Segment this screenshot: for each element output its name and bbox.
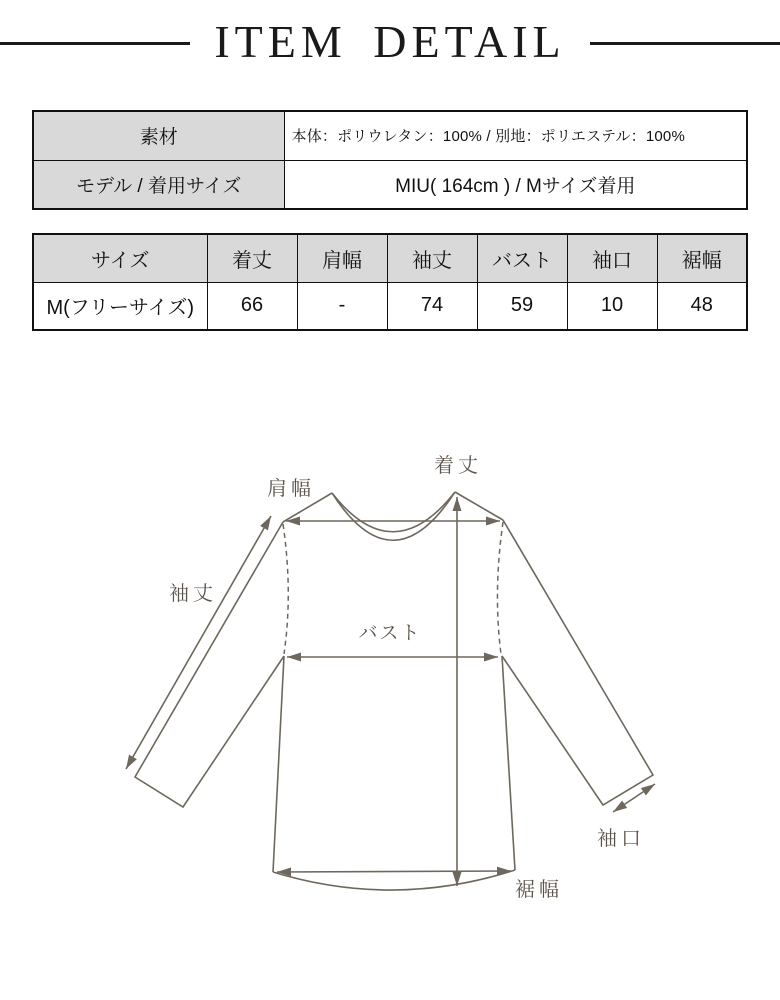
title-block (0, 0, 780, 90)
spec-row-model (33, 160, 747, 209)
size-header-size: サイズ (33, 234, 207, 282)
diagram-label-sleeve-length: 袖丈 (169, 583, 217, 605)
size-value-size: M(フリーサイズ) (33, 282, 207, 330)
garment-measurement-diagram (0, 430, 780, 1000)
cuff-arrow (613, 784, 655, 812)
neckline-inner-curve (332, 492, 455, 540)
size-table-value-row (33, 282, 747, 330)
size-value-bust: 59 (477, 282, 567, 330)
size-header-sleeve: 袖丈 (387, 234, 477, 282)
size-table-header-row (33, 234, 747, 282)
spec-value-material: 本体：ポリウレタン：100% / 別地：ポリエステル：100% (284, 111, 747, 160)
size-value-cuff: 10 (567, 282, 657, 330)
body-side-right (502, 656, 515, 870)
size-value-hem: 48 (657, 282, 747, 330)
diagram-label-shoulder-width: 肩幅 (267, 478, 315, 500)
page-title: ITEM DETAIL (214, 16, 566, 67)
size-header-bust: バスト (477, 234, 567, 282)
size-header-cuff: 袖口 (567, 234, 657, 282)
spec-label-model: モデル / 着用サイズ (33, 160, 284, 209)
spec-label-material: 素材 (33, 111, 284, 160)
diagram-label-cuff: 袖口 (597, 828, 645, 850)
size-table (32, 233, 748, 331)
hem-width-arrow (277, 871, 511, 872)
size-header-length: 着丈 (207, 234, 297, 282)
neckline-outer-curve (332, 492, 455, 532)
left-raglan-dashed-line (283, 524, 288, 654)
body-side-left (273, 656, 284, 872)
size-value-shoulder: - (297, 282, 387, 330)
spec-row-material (33, 111, 747, 160)
spec-value-model: MIU( 164cm ) / Mサイズ着用 (284, 160, 747, 209)
shoulder-seam-right (455, 492, 503, 520)
diagram-label-bust: バスト (358, 623, 422, 644)
spec-table (32, 110, 748, 210)
size-value-length: 66 (207, 282, 297, 330)
size-header-shoulder: 肩幅 (297, 234, 387, 282)
sleeve-length-arrow (126, 516, 271, 769)
left-sleeve-outline (135, 522, 284, 807)
diagram-label-length: 着丈 (434, 455, 482, 477)
size-header-hem: 裾幅 (657, 234, 747, 282)
right-sleeve-outline (502, 520, 653, 805)
right-raglan-dashed-line (497, 522, 503, 654)
diagram-label-hem-width: 裾幅 (515, 879, 563, 901)
size-value-sleeve: 74 (387, 282, 477, 330)
hem-curve (273, 870, 515, 890)
